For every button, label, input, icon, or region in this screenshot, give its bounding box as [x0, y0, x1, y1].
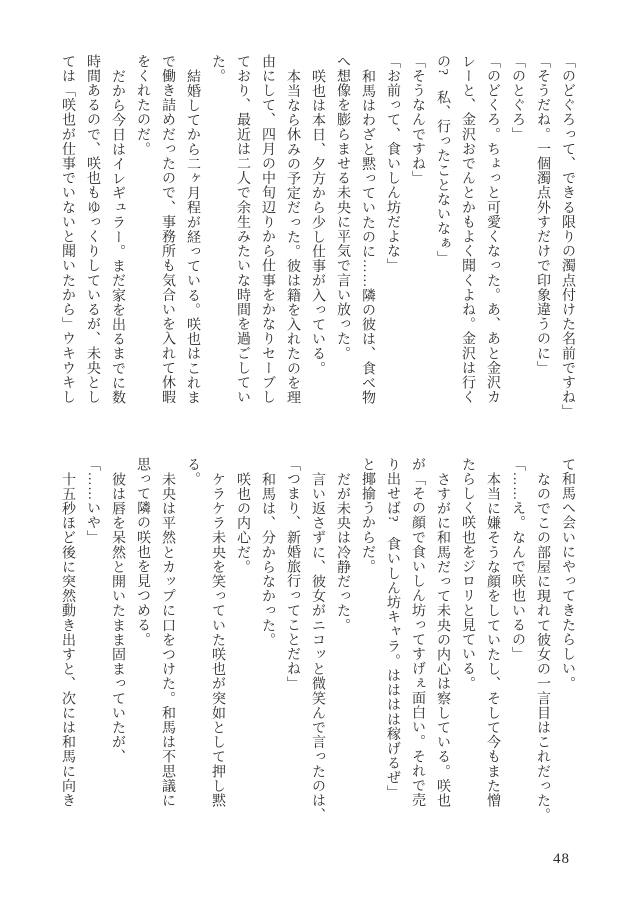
- text-line: ケラケラ未央を笑っていた咲也が突如として押し黙: [210, 472, 225, 808]
- text-line: だから今日はイレギュラー。まだ家を出るまでに数: [110, 69, 125, 405]
- text-line: 「……いや」: [85, 457, 100, 545]
- text-line: 結婚してから二ヶ月程が経っている。咲也はこれま: [185, 69, 200, 405]
- text-line: 「そうだね。一個濁点外すだけで印象違うのに」: [535, 54, 550, 376]
- text-line: の? 私、行ったことないなぁ」: [435, 54, 450, 266]
- text-line: たらしく咲也をジロリと見ている。: [460, 457, 475, 691]
- text-section-bottom: [55, 457, 580, 839]
- text-line: 未央は平然とカップに口をつけた。和馬は不思議に: [160, 472, 175, 808]
- text-line: 時間あるので、咲也もゆっくりしているが、未央とし: [85, 54, 100, 405]
- text-line: 由にして、四月の中旬辺りから仕事をかなりセーブし: [260, 54, 275, 405]
- text-line: 十五秒ほど後に突然動き出すと、次には和馬に向き: [60, 472, 75, 808]
- text-line: 本当なら休みの予定だった。彼は籍を入れたのを理: [285, 69, 300, 405]
- text-line: ては「咲也が仕事でいないと聞いたから」ウキウキし: [60, 54, 75, 405]
- text-section-top: [55, 54, 580, 436]
- text-line: ており、最近は二人で余生みたいな時間を過ごしてい: [235, 54, 250, 405]
- text-line: 「つまり、新婚旅行ってことだね」: [285, 457, 300, 691]
- text-line: だが未央は冷静だった。: [335, 472, 350, 633]
- text-line: 本当に嫌そうな顔をしていたし、そして今もまた憎: [485, 472, 500, 808]
- text-line: 咲也は本日、夕方から少し仕事が入っている。: [310, 69, 325, 376]
- text-line: と揶揄うからだ。: [360, 457, 375, 574]
- text-line: 和馬はわざと黙っていたのに……隣の彼は、食べ物: [360, 69, 375, 405]
- text-line: 思って隣の咲也を見つめる。: [135, 457, 150, 647]
- text-line: 言い返さずに、彼女がニコッと微笑んで言ったのは、: [310, 472, 325, 823]
- text-line: る。: [185, 457, 200, 487]
- page-number: 48: [553, 851, 570, 867]
- text-line: 「のどくろ。ちょっと可愛くなった。あ、あと金沢カ: [485, 54, 500, 405]
- text-line: をくれたのだ。: [135, 54, 150, 157]
- text-line: り出せば? 食いしん坊キャラ。はははは稼げるぜ」: [385, 457, 400, 800]
- text-line: なのでこの部屋に現れて彼女の一言目はこれだった。: [535, 472, 550, 823]
- text-line: レーと、金沢おでんとかもよく聞くよね。金沢は行く: [460, 54, 475, 405]
- text-line: で働き詰めだったので、事務所も気合いを入れて休暇: [160, 54, 175, 405]
- text-line: 「そうなんですね」: [410, 54, 425, 186]
- text-line: 咲也の内心だ。: [235, 472, 250, 575]
- text-line: 和馬は、分からなかった。: [260, 472, 275, 648]
- text-line: 「お前って、食いしん坊だよな」: [385, 54, 400, 273]
- text-line: が「その顔で食いしん坊ってすげぇ面白い。それで売: [410, 457, 425, 808]
- text-line: 「……え。なんで咲也いるの」: [510, 457, 525, 662]
- text-line: 「のどぐろって、できる限りの濁点付けた名前ですね」: [560, 54, 575, 419]
- text-line: へ想像を膨らませる未央に平気で言い放った。: [335, 54, 350, 361]
- text-line: て和馬へ会いにやってきたらしい。: [560, 457, 575, 691]
- text-line: た。: [210, 54, 225, 84]
- text-line: 「のとぐろ」: [510, 54, 525, 142]
- text-line: さすがに和馬だって未央の内心は察している。咲也: [435, 472, 450, 808]
- text-line: 彼は唇を呆然と開いたまま固まっていたが、: [110, 472, 125, 764]
